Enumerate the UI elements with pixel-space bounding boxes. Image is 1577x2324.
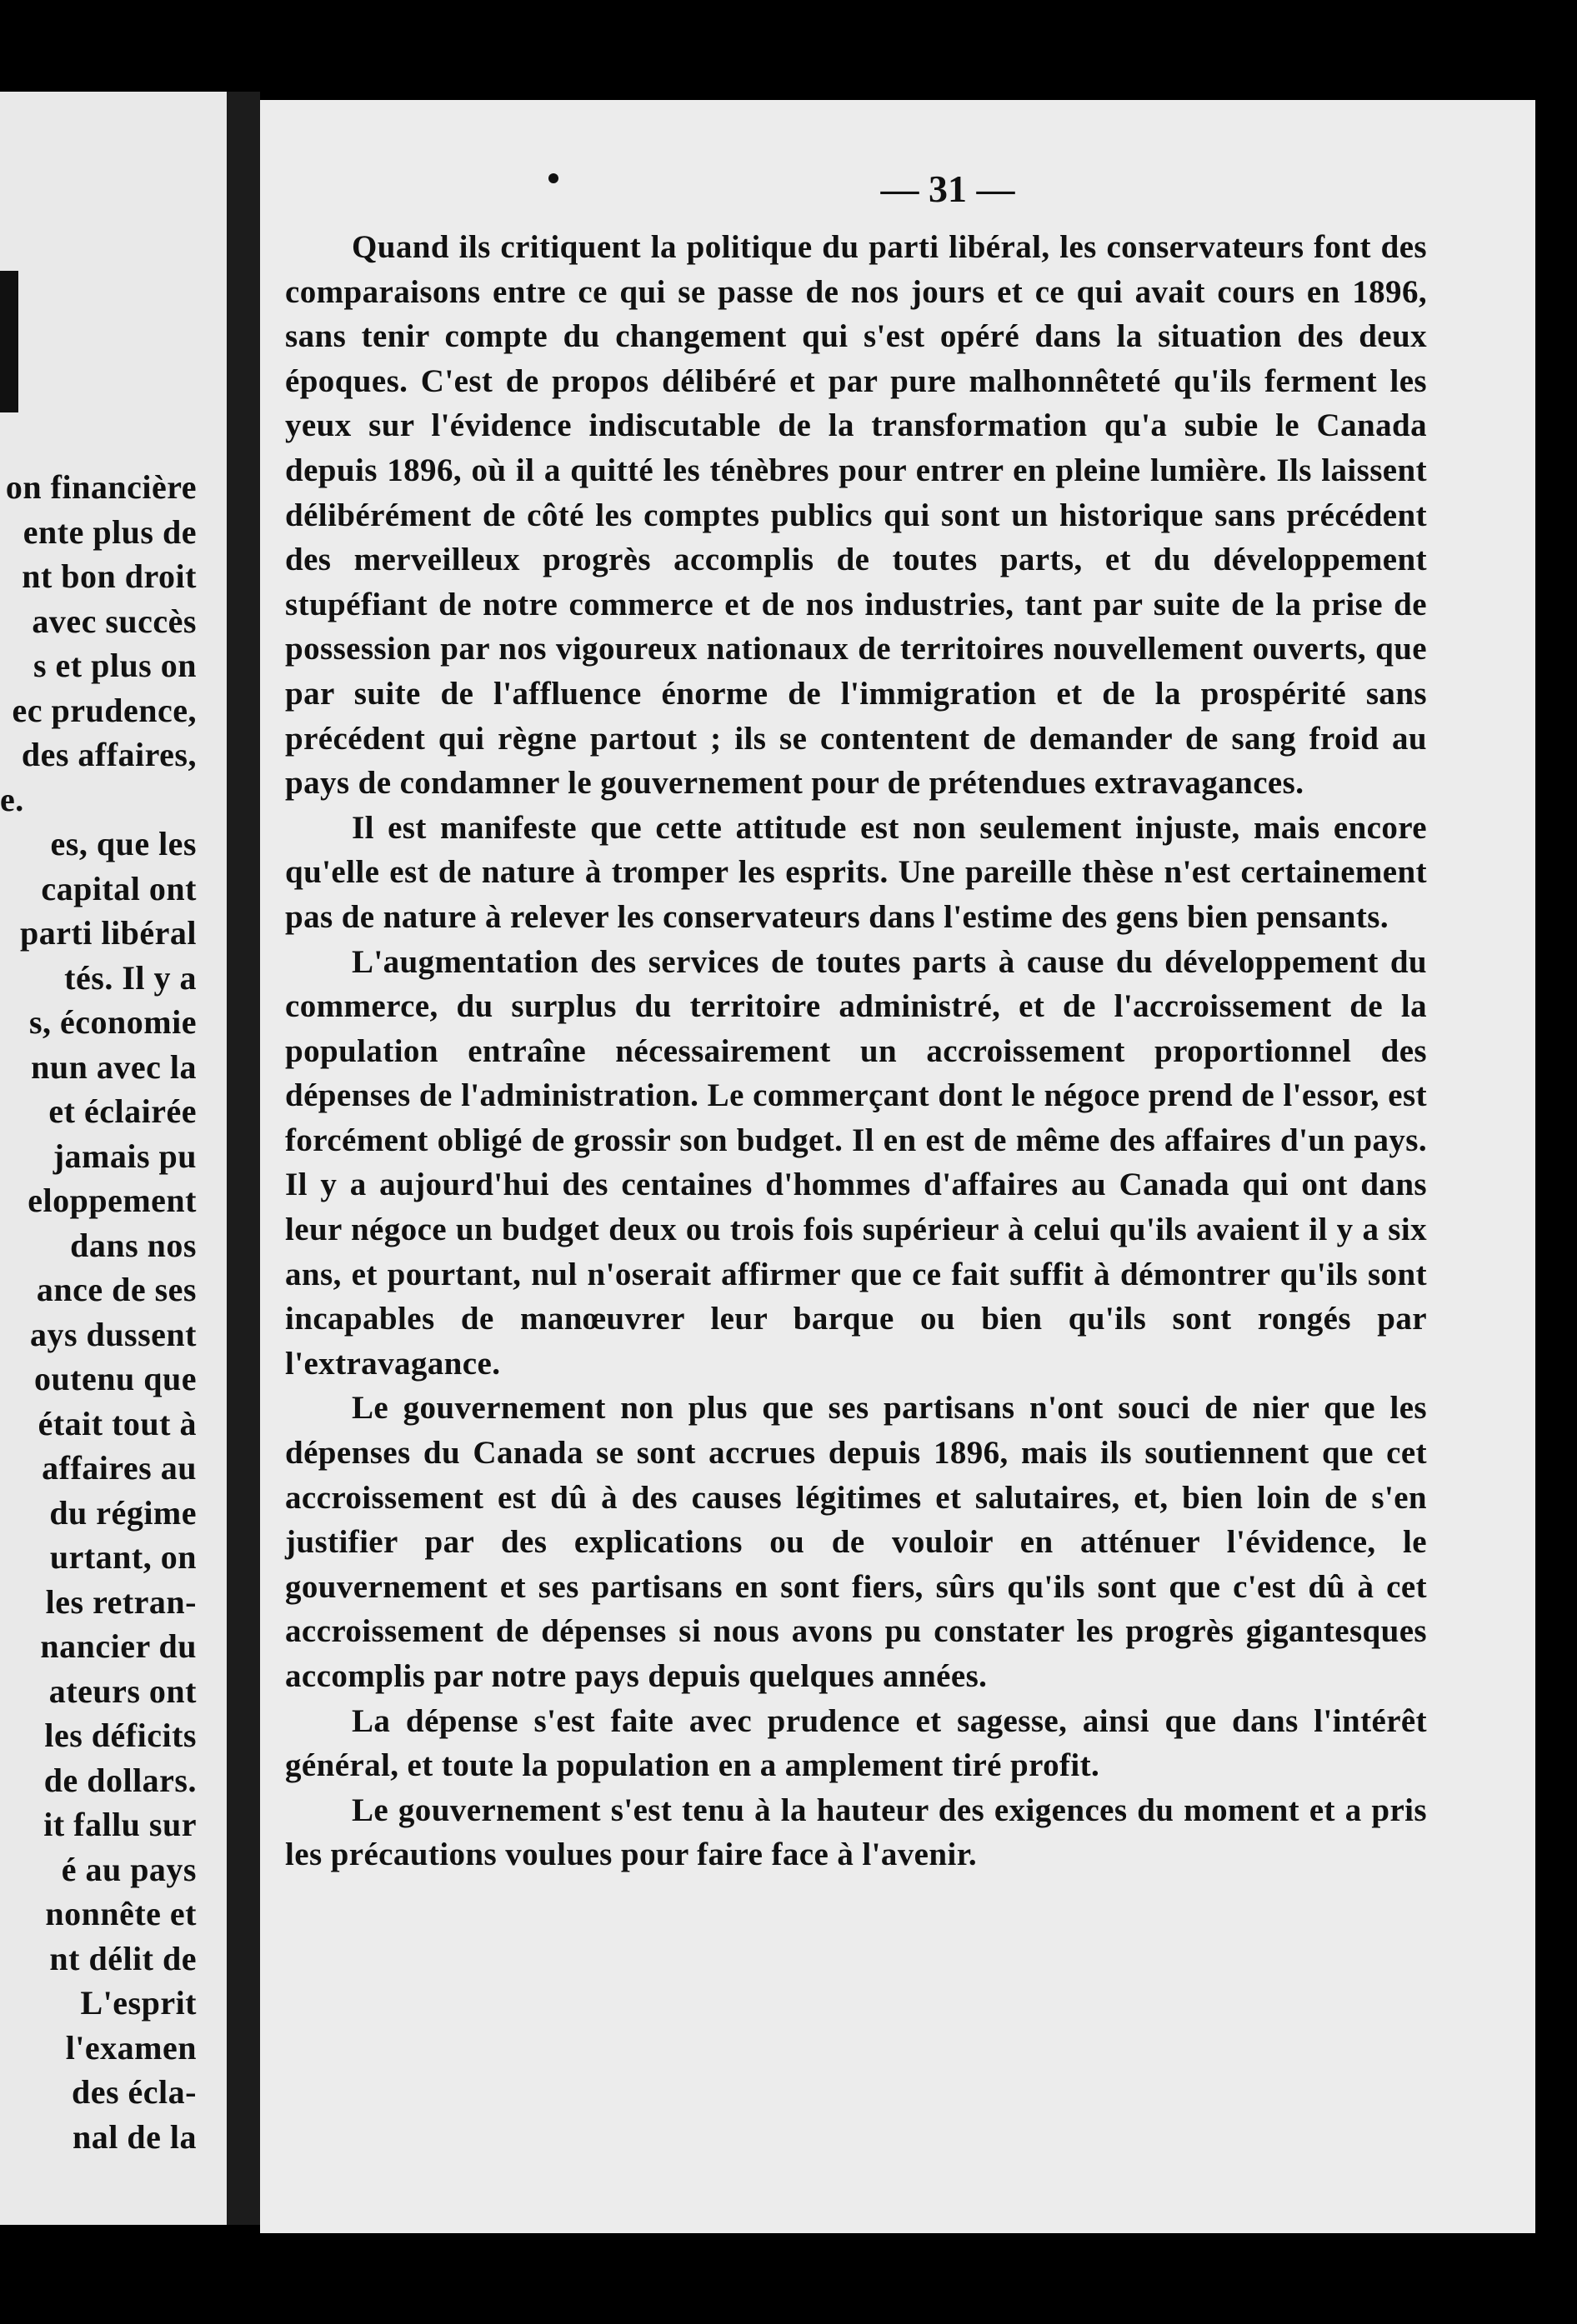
right-page — [260, 100, 1535, 2233]
body-text — [285, 225, 1427, 1877]
paragraph: La dépense s'est faite avec prudence et sagesse, ainsi que dans l'intérêt général, et toute la population en a amplement tiré profit. — [285, 1702, 1427, 1784]
paragraph: Le gouvernement s'est tenu à la hauteur des exigences du moment et a pris les précautions voulues pour faire face à l'avenir. — [285, 1792, 1427, 1873]
left-line: nt délit de — [49, 1939, 197, 1977]
left-line: eloppement — [28, 1182, 197, 1219]
left-line: nal de la — [73, 2117, 197, 2156]
left-line: dans nos — [70, 1226, 197, 1264]
left-line: parti libéral — [19, 914, 197, 952]
left-line: ateurs ont — [48, 1672, 197, 1710]
paragraph: Il est manifeste que cette attitude est non seulement injuste, mais encore qu'elle est de nature à tromper les esprits. Une pareille thèse n'est certainement pas de nature à relever les conservateurs dans l'estime des gens bien pensants. — [285, 809, 1427, 935]
left-line: ec prudence, — [12, 691, 197, 729]
left-line: de dollars. — [43, 1761, 197, 1799]
left-line: l'examen — [65, 2028, 197, 2067]
left-line: nt bon droit — [22, 557, 197, 595]
left-line: on financière — [5, 468, 197, 506]
left-line: ays dussent — [29, 1315, 197, 1353]
left-line: des écla- — [71, 2073, 197, 2111]
left-line: les déficits — [44, 1717, 197, 1754]
left-line: nancier du — [40, 1627, 197, 1665]
paragraph: Quand ils critiquent la politique du parti libéral, les conservateurs font des comparaisons entre ce qui se passe de nos jours et ce qui avait cours en 1896, sans tenir compte du changement qui s'est opéré dans la situation des deux époques. C'est de propos délibéré et par pure malhonnêteté qu'ils ferment les yeux sur l'évidence indiscutable de la transformation qu'a subie le Canada depuis 1896, où il a quitté les ténèbres pour entrer en pleine lumière. Ils laissent délibérément de côté les comptes publics qui sont un historique sans précédent des merveilleux progrès accomplis de toutes parts, et du développement stupéfiant de notre commerce et de nos industries, tant par suite de la prise de possession par nos vigoureux nationaux de territoires nouvellement ouverts, que par suite de l'affluence énorme de l'immigration et de la prospérité sans précédent qui règne partout ; ils se contentent de demander de sang froid au pays de condamner le gouvernement pour de prétendues extravagances. — [285, 229, 1427, 802]
left-line: urtant, on — [49, 1538, 197, 1576]
paragraph: Le gouvernement non plus que ses partisans n'ont souci de nier que les dépenses du Canada se sont accrues depuis 1896, mais ils soutiennent que cet accroissement est dû à des causes légitimes et salutaires, et, bien loin de s'en justifier par des explications ou de vouloir en atténuer l'évidence, le gouvernement et ses partisans en sont fiers, sûrs qu'ils sont que c'est dû à cet accroissement de dépenses si nous avons pu constater les progrès gigantesques accomplis par notre pays depuis quelques années. — [285, 1390, 1427, 1694]
left-line: les retran- — [45, 1582, 197, 1621]
left-line: des affaires, — [21, 736, 197, 773]
left-line: es, que les — [50, 825, 197, 862]
left-line: tés. Il y a — [64, 958, 197, 997]
left-line: it fallu sur — [43, 1806, 197, 1843]
left-line: L'esprit — [80, 1984, 197, 2022]
page-number: — 31 — — [880, 167, 1015, 210]
left-line: était tout à — [38, 1404, 197, 1442]
left-line: s et plus on — [33, 647, 197, 684]
left-line: s, économie — [28, 1003, 197, 1041]
book-spine-gutter — [227, 92, 260, 2225]
left-line: jamais pu — [53, 1137, 197, 1175]
left-line: affaires au — [42, 1449, 197, 1487]
left-line: nonnête et — [45, 1895, 197, 1932]
left-line: capital ont — [41, 869, 197, 907]
left-line: ance de ses — [36, 1271, 197, 1308]
left-line: é au pays — [61, 1850, 197, 1888]
left-line: e. — [0, 780, 24, 818]
ornament-mark — [0, 271, 18, 412]
left-line: avec succès — [32, 602, 197, 640]
left-page-text — [0, 465, 227, 2159]
left-line: outenu que — [33, 1360, 197, 1397]
left-page — [0, 92, 227, 2225]
left-line: ente plus de — [23, 512, 197, 551]
left-line: du régime — [49, 1493, 197, 1532]
paragraph: L'augmentation des services de toutes parts à cause du développement du commerce, du surplus du territoire administré, et de l'accroissement de la population entraîne nécessairement un accroissement proportionnel des dépenses de l'administration. Le commerçant dont le négoce prend de l'essor, est forcément obligé de grossir son budget. Il en est de même des affaires d'un pays. Il y a aujourd'hui des centaines d'hommes d'affaires au Canada qui ont dans leur négoce un budget deux ou trois fois supérieur à celui qu'ils avaient il y a six ans, et pourtant, nul n'oserait affirmer que ce fait suffit à démontrer qu'ils sont incapables de manœuvrer leur barque ou bien qu'ils sont rongés par l'extravagance. — [285, 943, 1427, 1382]
left-line: et éclairée — [48, 1092, 197, 1130]
left-line: nun avec la — [31, 1047, 197, 1086]
